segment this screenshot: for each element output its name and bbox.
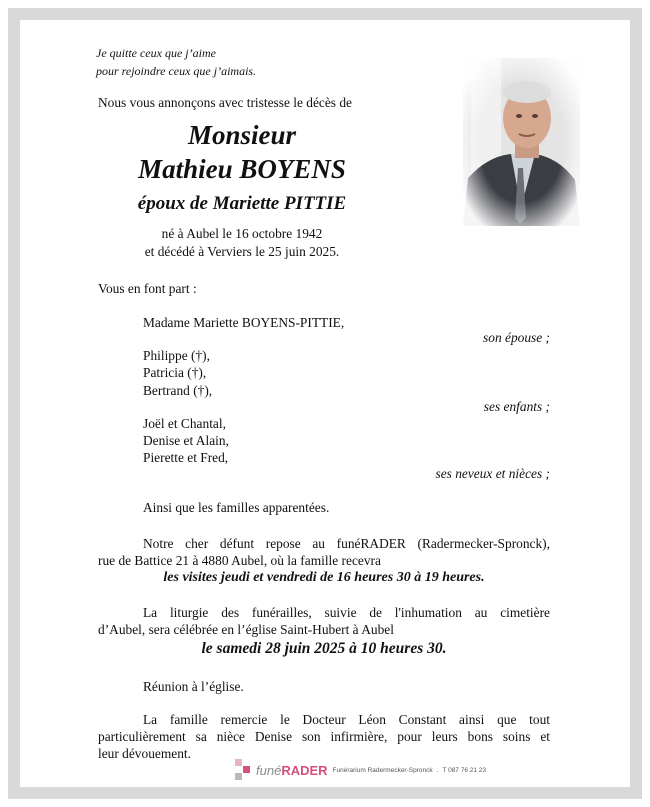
deceased-name: Mathieu BOYENS	[138, 154, 346, 184]
announce-text: Vous en font part :	[98, 281, 197, 296]
nephews-role: ses neveux et nièces ;	[435, 466, 550, 481]
spouse-name: Madame Mariette BOYENS-PITTIE,	[143, 315, 345, 330]
liturgy-line-2: d’Aubel, sera célébrée en l’église Saint-Hubert à Aubel	[98, 622, 394, 637]
logo-squares-icon	[232, 757, 254, 783]
company-name: Funérarium Radermecker-Spronck	[332, 766, 433, 774]
quote-line-2: pour rejoindre ceux que j’aimais.	[96, 64, 257, 78]
child-3: Bertrand (†),	[143, 383, 213, 398]
thanks-line-2: particulièrement sa nièce Denise son infirmière, pour leurs bons soins et	[98, 729, 550, 744]
thanks-line-3: leur dévouement.	[98, 746, 191, 761]
meeting-text: Réunion à l’église.	[143, 679, 244, 694]
deceased-spouse: époux de Mariette PITTIE	[137, 193, 347, 214]
brand-prefix: funé	[256, 762, 282, 778]
funerader-logo	[232, 755, 486, 785]
footer-separator: .	[436, 766, 439, 774]
visit-hours: les visites jeudi et vendredi de 16 heures 30 à 19 heures.	[163, 570, 485, 585]
nephew-2: Denise et Alain,	[143, 433, 229, 448]
children-role: ses enfants ;	[483, 399, 550, 414]
death-text: et décédé à Verviers le 25 juin 2025.	[144, 244, 340, 259]
portrait-photo	[463, 58, 580, 226]
child-1: Philippe (†),	[143, 348, 210, 363]
child-2: Patricia (†),	[143, 365, 207, 380]
birth-text: né à Aubel le 16 octobre 1942	[161, 226, 323, 241]
company-phone: T 087 76 21 23	[442, 766, 487, 774]
relatives-text: Ainsi que les familles apparentées.	[143, 500, 330, 515]
liturgy-line-1: La liturgie des funérailles, suivie de l'inhumation au cimetière	[143, 605, 550, 620]
funeral-date: le samedi 28 juin 2025 à 10 heures 30.	[201, 640, 447, 657]
brand-main: RADER	[281, 762, 328, 778]
spouse-role: son épouse ;	[483, 330, 550, 345]
nephew-3: Pierette et Fred,	[143, 450, 229, 465]
intro-text: Nous vous annonçons avec tristesse le décès de	[98, 95, 352, 110]
quote-line-1: Je quitte ceux que j’aime	[96, 46, 216, 60]
nephew-1: Joël et Chantal,	[143, 416, 226, 431]
deceased-title: Monsieur	[187, 120, 297, 150]
visit-line-2: rue de Battice 21 à 4880 Aubel, où la famille recevra	[98, 553, 381, 568]
thanks-line-1: La famille remercie le Docteur Léon Constant ainsi que tout	[143, 712, 550, 727]
visit-line-1: Notre cher défunt repose au funéRADER (Radermecker-Spronck),	[143, 536, 550, 551]
